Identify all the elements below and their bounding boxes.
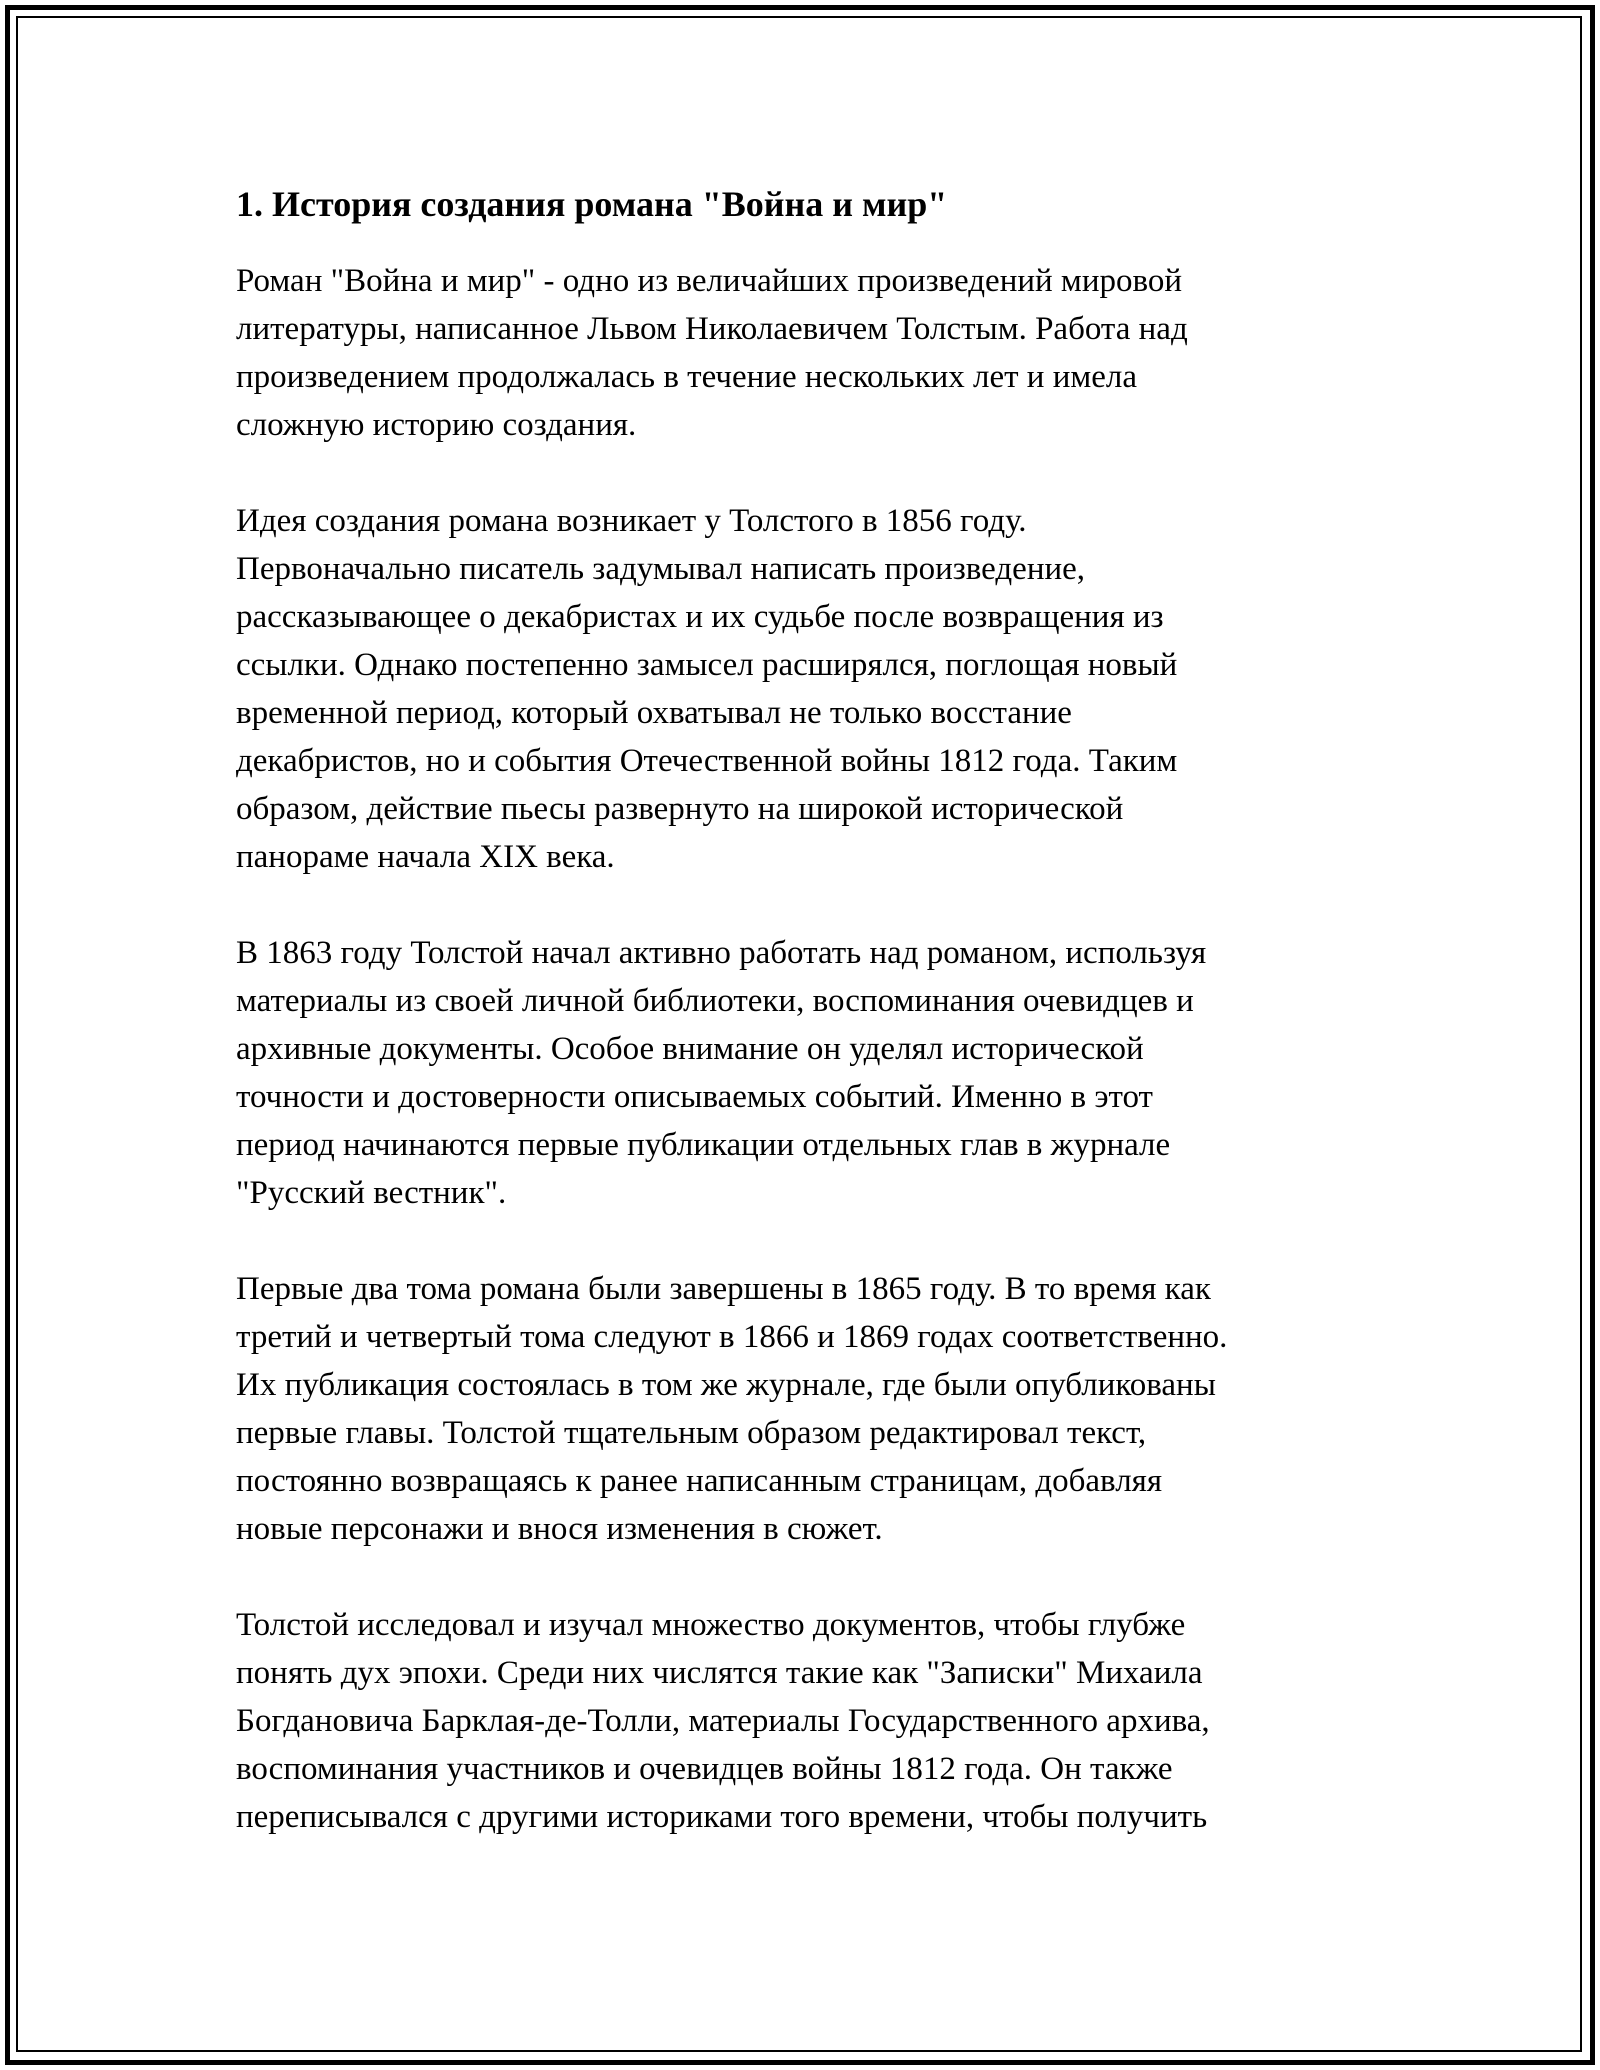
- paragraph-2: Идея создания романа возникает у Толстого в 1856 году. Первоначально писатель задумывал написать произведение, рассказывающее о декабристах и их судьбе после возвращения из ссылки. Однако постепенно замысел расширялся, поглощая новый временной период, который охватывал не только восстание декабристов, но и события Отечественной войны 1812 года. Таким образом, действие пьесы развернуто на широкой исторической панораме начала XIX века.: [236, 502, 1178, 875]
- document-body: [236, 180, 1356, 1889]
- paragraph-5: Толстой исследовал и изучал множество документов, чтобы глубже понять дух эпохи. Среди них числятся такие как "Записки" Михаила Богдановича Барклая-де-Толли, материалы Государственного архива, воспоминания участников и очевидцев войны 1812 года. Он также переписывался с другими историками того времени, чтобы получить: [236, 1606, 1210, 1835]
- paragraph-3: В 1863 году Толстой начал активно работать над романом, используя материалы из своей личной библиотеки, воспоминания очевидцев и архивные документы. Особое внимание он уделял исторической точности и достоверности описываемых событий. Именно в этот период начинаются первые публикации отдельных глав в журнале "Русский вестник".: [236, 934, 1207, 1211]
- document-title: 1. История создания романа "Война и мир": [236, 184, 948, 224]
- paragraph-1: Роман "Война и мир" - одно из величайших произведений мировой литературы, написанное Львом Николаевичем Толстым. Работа над произведением продолжалась в течение нескольких лет и имела сложную историю создания.: [236, 262, 1188, 443]
- paragraph-4: Первые два тома романа были завершены в 1865 году. В то время как третий и четвертый тома следуют в 1866 и 1869 годах соответственно. Их публикация состоялась в том же журнале, где были опубликованы первые главы. Толстой тщательным образом редактировал текст, постоянно возвращаясь к ранее написанным страницам, добавляя новые персонажи и внося изменения в сюжет.: [236, 1270, 1228, 1547]
